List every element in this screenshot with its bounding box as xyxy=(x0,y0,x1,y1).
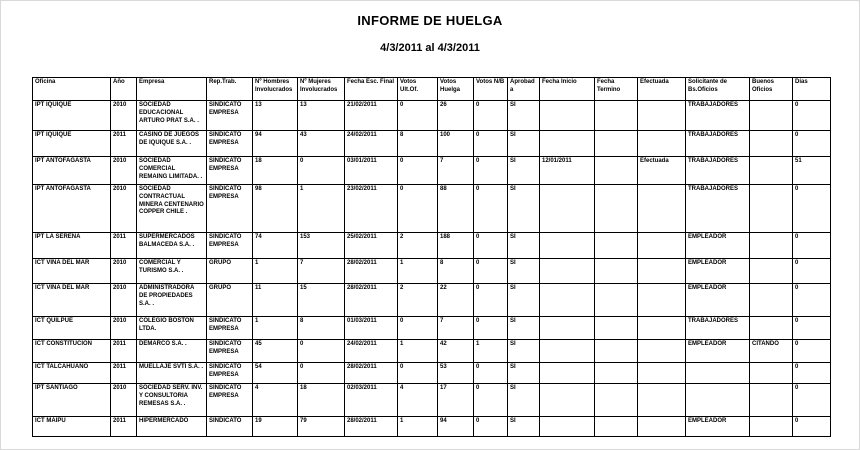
table-cell: SOCIEDAD EDUCACIONAL ARTURO PRAT S.A. . xyxy=(137,101,207,131)
table-cell: 8 xyxy=(298,317,345,340)
table-cell: 23/02/2011 xyxy=(345,185,398,233)
table-cell: 18 xyxy=(298,384,345,417)
table-cell: 0 xyxy=(298,157,345,185)
table-cell: GRUPO xyxy=(207,259,253,284)
table-cell xyxy=(595,340,638,363)
table-row xyxy=(33,284,831,317)
table-cell: 0 xyxy=(793,317,831,340)
column-header: Votos Ult.Of. xyxy=(398,78,438,101)
table-cell: SINDICATO EMPRESA xyxy=(207,131,253,157)
table-cell: SI xyxy=(508,185,540,233)
table-cell: 0 xyxy=(298,363,345,384)
table-cell: 0 xyxy=(793,101,831,131)
table-cell: 188 xyxy=(438,233,474,259)
table-cell: 0 xyxy=(398,363,438,384)
table-cell xyxy=(540,131,595,157)
column-header: Días xyxy=(793,78,831,101)
table-cell: SINDICATO EMPRESA xyxy=(207,185,253,233)
column-header: Fecha Inicio xyxy=(540,78,595,101)
table-cell xyxy=(595,233,638,259)
table-cell: 8 xyxy=(398,131,438,157)
table-cell xyxy=(540,259,595,284)
table-cell: 0 xyxy=(793,284,831,317)
table-row xyxy=(33,259,831,284)
table-body xyxy=(33,101,831,437)
table-cell: 15 xyxy=(298,284,345,317)
table-cell xyxy=(750,384,793,417)
column-header: Votos N/B xyxy=(474,78,508,101)
column-header: Efectuada xyxy=(638,78,686,101)
table-cell: 0 xyxy=(474,185,508,233)
table-cell: ICT VIÑA DEL MAR xyxy=(33,259,111,284)
table-cell: 2010 xyxy=(111,284,137,317)
table-cell: 21/02/2011 xyxy=(345,101,398,131)
column-header: Rep.Trab. xyxy=(207,78,253,101)
table-cell: 7 xyxy=(298,259,345,284)
table-cell: ICT MAIPÚ xyxy=(33,417,111,437)
table-cell xyxy=(540,101,595,131)
table-cell: SINDICATO EMPRESA xyxy=(207,233,253,259)
table-cell: CASINO DE JUEGOS DE IQUIQUE S.A. . xyxy=(137,131,207,157)
table-cell: COMERCIAL Y TURISMO S.A. . xyxy=(137,259,207,284)
table-cell: 100 xyxy=(438,131,474,157)
table-cell: 03/01/2011 xyxy=(345,157,398,185)
table-cell: 17 xyxy=(438,384,474,417)
table-cell: 28/02/2011 xyxy=(345,259,398,284)
table-cell: 18 xyxy=(253,157,298,185)
table-cell: TRABAJADORES xyxy=(686,317,750,340)
table-cell xyxy=(638,363,686,384)
table-cell: EMPLEADOR xyxy=(686,259,750,284)
table-cell: 02/03/2011 xyxy=(345,384,398,417)
table-cell: 0 xyxy=(474,131,508,157)
table-cell: 0 xyxy=(793,363,831,384)
table-cell: 0 xyxy=(474,417,508,437)
table-cell: SI xyxy=(508,259,540,284)
table-cell: 79 xyxy=(298,417,345,437)
table-cell: 0 xyxy=(474,259,508,284)
table-cell: 26 xyxy=(438,101,474,131)
table-cell: 1 xyxy=(253,259,298,284)
table-cell xyxy=(638,259,686,284)
column-header: Nº Mujeres Involucrados xyxy=(298,78,345,101)
table-cell: 7 xyxy=(438,317,474,340)
table-cell xyxy=(638,101,686,131)
table-cell xyxy=(750,131,793,157)
table-cell: 45 xyxy=(253,340,298,363)
table-cell: 0 xyxy=(474,101,508,131)
column-header: Fecha Esc. Final xyxy=(345,78,398,101)
table-cell: 28/02/2011 xyxy=(345,417,398,437)
table-cell: TRABAJADORES xyxy=(686,131,750,157)
table-cell: 12/01/2011 xyxy=(540,157,595,185)
table-cell: ICT QUILPUE xyxy=(33,317,111,340)
table-cell: IPT IQUIQUE xyxy=(33,101,111,131)
column-header: Buenos Oficios xyxy=(750,78,793,101)
table-cell: 54 xyxy=(253,363,298,384)
table-row xyxy=(33,340,831,363)
table-cell: 24/02/2011 xyxy=(345,131,398,157)
table-cell xyxy=(638,284,686,317)
table-cell: ADMINISTRADORA DE PROPIEDADES S.A. . xyxy=(137,284,207,317)
table-cell: 13 xyxy=(298,101,345,131)
table-header xyxy=(33,78,831,101)
table-cell: 2011 xyxy=(111,417,137,437)
table-cell: SI xyxy=(508,101,540,131)
table-cell: 0 xyxy=(793,384,831,417)
table-cell xyxy=(750,284,793,317)
table-cell: GRUPO xyxy=(207,284,253,317)
table-cell: IPT ANTOFAGASTA xyxy=(33,185,111,233)
table-cell xyxy=(750,101,793,131)
table-cell: CITANDO xyxy=(750,340,793,363)
table-cell: SOCIEDAD SERV. INV. Y CONSULTORIA REMESAS S.A. . xyxy=(137,384,207,417)
table-cell: 88 xyxy=(438,185,474,233)
table-cell: 74 xyxy=(253,233,298,259)
table-cell xyxy=(638,417,686,437)
column-header: Oficina xyxy=(33,78,111,101)
table-cell: 2010 xyxy=(111,185,137,233)
table-cell: SI xyxy=(508,417,540,437)
table-cell xyxy=(540,417,595,437)
table-cell xyxy=(638,340,686,363)
table-cell: 28/02/2011 xyxy=(345,284,398,317)
table-cell: 94 xyxy=(253,131,298,157)
table-cell: 2010 xyxy=(111,384,137,417)
table-row xyxy=(33,185,831,233)
table-cell: 1 xyxy=(398,417,438,437)
table-cell: 25/02/2011 xyxy=(345,233,398,259)
table-cell xyxy=(638,233,686,259)
page-title: INFORME DE HUELGA xyxy=(357,13,503,28)
table-cell: 0 xyxy=(793,185,831,233)
column-header: Nº Hombres Involucrados xyxy=(253,78,298,101)
table-cell xyxy=(638,384,686,417)
table-cell: 0 xyxy=(474,233,508,259)
table-cell xyxy=(595,417,638,437)
table-cell xyxy=(595,157,638,185)
table-cell: 2011 xyxy=(111,340,137,363)
table-cell: SINDICATO xyxy=(207,417,253,437)
table-cell: EMPLEADOR xyxy=(686,417,750,437)
table-cell xyxy=(540,185,595,233)
table-row xyxy=(33,233,831,259)
column-header: Aprobada xyxy=(508,78,540,101)
table-cell: HIPERMERCADO xyxy=(137,417,207,437)
table-cell xyxy=(638,131,686,157)
table-cell: IPT LA SERENA xyxy=(33,233,111,259)
table-cell: 2011 xyxy=(111,363,137,384)
table-cell xyxy=(750,363,793,384)
table-cell: SI xyxy=(508,317,540,340)
table-cell: 0 xyxy=(793,233,831,259)
table-cell: TRABAJADORES xyxy=(686,185,750,233)
table-cell: 1 xyxy=(253,317,298,340)
table-cell: 4 xyxy=(253,384,298,417)
table-cell: SI xyxy=(508,340,540,363)
table-cell: SINDICATO EMPRESA xyxy=(207,317,253,340)
table-cell: 0 xyxy=(398,157,438,185)
table-row xyxy=(33,363,831,384)
table-cell: DEMARCO S.A. . xyxy=(137,340,207,363)
table-row xyxy=(33,101,831,131)
column-header: Empresa xyxy=(137,78,207,101)
table-cell: IPT SANTIAGO xyxy=(33,384,111,417)
table-row xyxy=(33,157,831,185)
table-row xyxy=(33,417,831,437)
table-cell: 13 xyxy=(253,101,298,131)
table-cell: 0 xyxy=(474,384,508,417)
table-cell: 0 xyxy=(474,284,508,317)
table-cell xyxy=(686,363,750,384)
table-cell: 43 xyxy=(298,131,345,157)
table-header-row xyxy=(33,78,831,101)
table-cell: 0 xyxy=(793,417,831,437)
table-cell: 24/02/2011 xyxy=(345,340,398,363)
table-cell: MUELLAJE SVTI S.A. . xyxy=(137,363,207,384)
table-cell: 42 xyxy=(438,340,474,363)
table-cell: TRABAJADORES xyxy=(686,157,750,185)
table-cell: 2010 xyxy=(111,259,137,284)
table-row xyxy=(33,131,831,157)
table-cell: 2 xyxy=(398,284,438,317)
table-cell xyxy=(595,317,638,340)
table-cell: Efectuada xyxy=(638,157,686,185)
table-cell: EMPLEADOR xyxy=(686,233,750,259)
table-cell: 28/02/2011 xyxy=(345,363,398,384)
table-cell: 11 xyxy=(253,284,298,317)
table-cell: 1 xyxy=(298,185,345,233)
table-cell: 53 xyxy=(438,363,474,384)
table-cell: SOCIEDAD COMERCIAL REMAING LIMITADA. . xyxy=(137,157,207,185)
table-cell: ICT TALCAHUANO xyxy=(33,363,111,384)
column-header: Año xyxy=(111,78,137,101)
table-cell: 2010 xyxy=(111,157,137,185)
table-cell: IPT ANTOFAGASTA xyxy=(33,157,111,185)
table-cell: 0 xyxy=(793,131,831,157)
table-cell xyxy=(540,340,595,363)
table-cell: 2011 xyxy=(111,131,137,157)
table-cell xyxy=(638,317,686,340)
column-header: Solicitante de Bs.Oficios xyxy=(686,78,750,101)
table-cell: 0 xyxy=(474,317,508,340)
table-cell: 1 xyxy=(398,340,438,363)
table-row xyxy=(33,317,831,340)
table-cell: 22 xyxy=(438,284,474,317)
table-cell: ICT CONSTITUCION xyxy=(33,340,111,363)
table-cell: 0 xyxy=(474,363,508,384)
table-cell: SI xyxy=(508,284,540,317)
table-cell xyxy=(595,259,638,284)
table-cell xyxy=(750,259,793,284)
table-cell: 19 xyxy=(253,417,298,437)
table-cell: 0 xyxy=(793,259,831,284)
table-cell xyxy=(750,157,793,185)
table-cell: 153 xyxy=(298,233,345,259)
table-cell xyxy=(595,101,638,131)
report-date-range: 4/3/2011 al 4/3/2011 xyxy=(380,42,480,54)
column-header: Votos Huelga xyxy=(438,78,474,101)
table-cell: 8 xyxy=(438,259,474,284)
table-cell: 4 xyxy=(398,384,438,417)
table-cell xyxy=(595,284,638,317)
table-cell xyxy=(595,185,638,233)
table-cell xyxy=(750,417,793,437)
table-cell xyxy=(750,233,793,259)
table-cell: 7 xyxy=(438,157,474,185)
column-header: Fecha Termino xyxy=(595,78,638,101)
table-cell xyxy=(540,233,595,259)
table-cell: 0 xyxy=(398,317,438,340)
table-cell: SI xyxy=(508,131,540,157)
table-cell: 2011 xyxy=(111,233,137,259)
table-cell: SINDICATO EMPRESA xyxy=(207,157,253,185)
table-cell: 01/03/2011 xyxy=(345,317,398,340)
table-cell: TRABAJADORES xyxy=(686,101,750,131)
table-cell: SI xyxy=(508,233,540,259)
table-cell: SINDICATO EMPRESA xyxy=(207,340,253,363)
table-cell: SI xyxy=(508,384,540,417)
table-cell: 0 xyxy=(398,101,438,131)
table-cell: SI xyxy=(508,363,540,384)
table-cell xyxy=(750,317,793,340)
table-cell xyxy=(750,185,793,233)
table-cell: 1 xyxy=(474,340,508,363)
table-cell: 94 xyxy=(438,417,474,437)
table-cell xyxy=(595,131,638,157)
table-cell xyxy=(540,384,595,417)
table-cell xyxy=(595,363,638,384)
table-cell: EMPLEADOR xyxy=(686,340,750,363)
strike-report-table xyxy=(32,77,831,437)
table-cell xyxy=(540,317,595,340)
table-cell: SINDICATO EMPRESA xyxy=(207,384,253,417)
table-cell: SOCIEDAD CONTRACTUAL MINERA CENTENARIO COPPER CHILE . xyxy=(137,185,207,233)
table-cell: EMPLEADOR xyxy=(686,284,750,317)
table-cell: SI xyxy=(508,157,540,185)
table-cell xyxy=(638,185,686,233)
table-cell: IPT IQUIQUE xyxy=(33,131,111,157)
table-cell xyxy=(540,363,595,384)
table-cell: 0 xyxy=(474,157,508,185)
table-cell xyxy=(686,384,750,417)
table-cell: 0 xyxy=(298,340,345,363)
table-cell: SINDICATO EMPRESA xyxy=(207,101,253,131)
table-cell: 51 xyxy=(793,157,831,185)
table-cell xyxy=(595,384,638,417)
table-cell: SINDICATO EMPRESA xyxy=(207,363,253,384)
table-cell: 1 xyxy=(398,259,438,284)
table-cell: 2010 xyxy=(111,101,137,131)
table-row xyxy=(33,384,831,417)
table-cell: ICT VIÑA DEL MAR xyxy=(33,284,111,317)
table-cell: 0 xyxy=(793,340,831,363)
table-cell: 0 xyxy=(398,185,438,233)
table-cell: 2010 xyxy=(111,317,137,340)
table-cell: 2 xyxy=(398,233,438,259)
table-cell xyxy=(540,284,595,317)
table-cell: COLEGIO BOSTON LTDA. xyxy=(137,317,207,340)
table-cell: SUPERMERCADOS BALMACEDA S.A. . xyxy=(137,233,207,259)
table-cell: 98 xyxy=(253,185,298,233)
